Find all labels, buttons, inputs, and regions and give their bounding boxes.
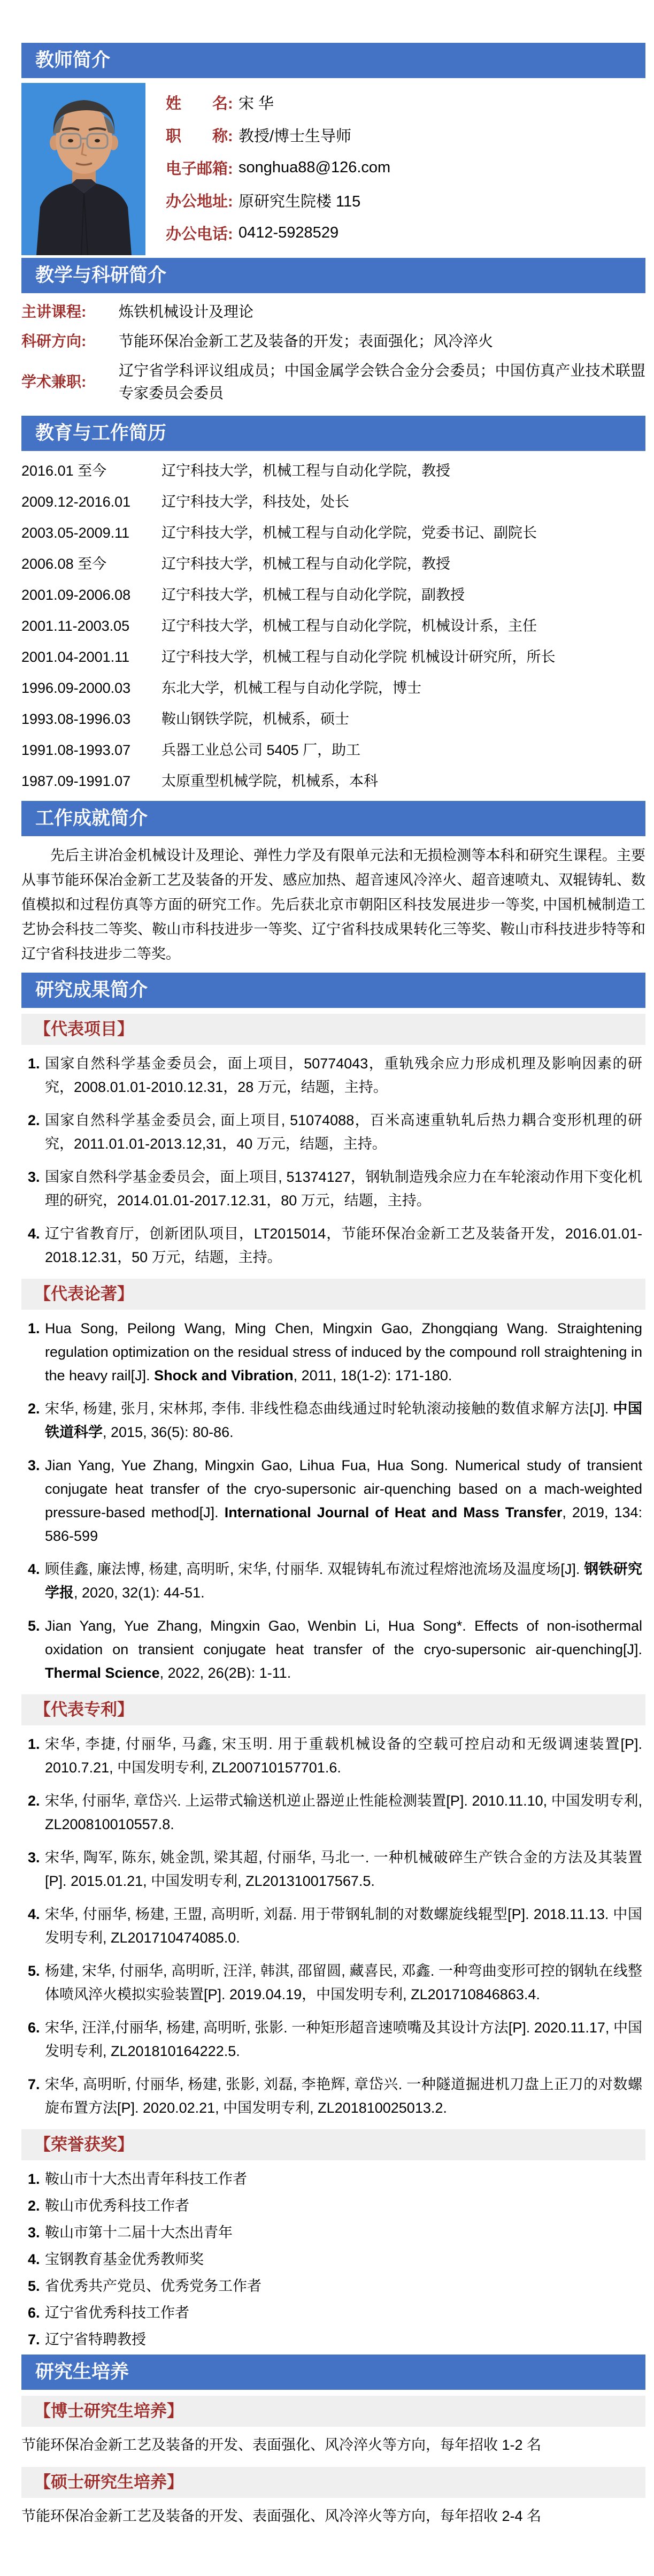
numbered-list	[21, 1725, 645, 2120]
section-header-history: 教育与工作简历	[21, 416, 645, 451]
graduate-direction-text: 节能环保冶金新工艺及装备的开发、表面强化、风冷淬火等方向，每年招收 2-4 名	[21, 2508, 542, 2524]
list-item-text: 宋华, 高明昕, 付丽华, 杨建, 张影, 刘磊, 李艳辉, 章岱兴. 一种隧道掘进机刀盘上正刀的对数螺旋布置方法[P]. 2020.02.21, 中国发明专利, ZL201810025013.2.	[45, 2076, 642, 2116]
achievements-paragraph: 先后主讲冶金机械设计及理论、弹性力学及有限单元法和无损检测等本科和研究生课程。主要从事节能环保冶金新工艺及装备的开发、感应加热、超音速风冷淬火、超音速喷丸、双辊铸轧、数值模拟和过程仿真等方面的研究工作。先后获北京市朝阳区科技发展进步一等奖, 中国机械制造工艺协会科技二等奖、鞍山市科技进步一等奖、辽宁省科技成果转化三等奖、鞍山市科技进步特等和辽宁省科技进步二等奖。	[21, 847, 645, 962]
list-item-text: 国家自然科学基金委员会, 面上项目, 51074088，百米高速重轨轧后热力耦合变形机理的研究，2011.01.01-2013.12,31，40 万元，结题，主持。	[45, 1112, 642, 1152]
history-period: 2009.12-2016.01	[21, 494, 131, 510]
list-item-number: 4.	[28, 2251, 40, 2267]
history-detail: 鞍山钢铁学院，机械系，硕士	[161, 711, 349, 727]
list-item-text: 杨建, 宋华, 付丽华, 高明昕, 汪洋, 韩淇, 邵留圆, 藏喜民, 邓鑫. 一种弯曲变形可控的钢轨在线整体喷风淬火模拟实验装置[P]. 2019.04.19，中国发明专利, ZL201710846863.4.	[45, 1963, 642, 2002]
history-period: 1987.09-1991.07	[21, 773, 131, 789]
list-item-segment: 宋华, 杨建, 张月, 宋林邦, 李伟. 非线性稳态曲线通过时轮轨滚动接触的数值求解方法[J].	[45, 1401, 613, 1417]
history-detail: 辽宁科技大学，机械工程与自动化学院，教授	[161, 556, 450, 572]
field-label: 职 称:	[166, 128, 233, 145]
list-item-number: 5.	[28, 1963, 40, 1979]
graduate-subsections	[21, 2396, 645, 2532]
history-detail: 太原重型机械学院，机械系，本科	[161, 773, 378, 789]
profile-fields	[166, 83, 645, 255]
journal-name: 钢铁研究学报	[45, 1561, 642, 1601]
list-item-number: 5.	[28, 1618, 40, 1634]
subsection-header: 【博士研究生培养】	[21, 2396, 645, 2427]
list-item-segment: , 2015, 36(5): 80-86.	[103, 1424, 234, 1440]
teaching-label: 主讲课程:	[21, 303, 87, 320]
list-item-number: 1.	[28, 2171, 40, 2187]
list-item-segment: Jian Yang, Yue Zhang, Mingxin Gao, Lihua Fua, Hua Song. Numerical study of transient conjugate heat transfer of the cryo-supersonic air-quenching based on a mach-weighted pressure-based method[J].	[45, 1457, 642, 1520]
list-item-text	[45, 1614, 645, 1685]
section-achievements	[21, 801, 645, 973]
list-item	[21, 2221, 645, 2244]
list-item-number: 6.	[28, 2305, 40, 2321]
numbered-list	[21, 1045, 645, 1269]
numbered-list	[21, 2160, 645, 2351]
teaching-value: 辽宁省学科评议组成员；中国金属学会铁合金分会委员；中国仿真产业技术联盟专家委员会委员	[119, 362, 645, 401]
history-row	[21, 522, 645, 545]
list-item-number: 3.	[28, 1457, 40, 1473]
history-row	[21, 460, 645, 483]
list-item	[21, 2194, 645, 2218]
teaching-row	[21, 330, 645, 353]
history-period: 2001.11-2003.05	[21, 618, 130, 634]
history-row	[21, 491, 645, 514]
list-item	[21, 1397, 645, 1444]
list-item-number: 4.	[28, 1906, 40, 1922]
history-row	[21, 708, 645, 731]
list-item	[21, 1109, 645, 1156]
list-item	[21, 2328, 645, 2351]
list-item-number: 4.	[28, 1226, 40, 1242]
history-row	[21, 615, 645, 638]
teaching-value: 节能环保冶金新工艺及装备的开发；表面强化；风冷淬火	[119, 333, 494, 349]
list-item-number: 7.	[28, 2076, 40, 2092]
list-item-text: 宋华, 汪洋,付丽华, 杨建, 高明昕, 张影. 一种矩形超音速喷嘴及其设计方法[P]. 2020.11.17, 中国发明专利, ZL201810164222.5.	[45, 2020, 642, 2059]
list-item-text: 国家自然科学基金委员会，面上项目，50774043，重轨残余应力形成机理及影响因素的研究，2008.01.01-2010.12.31，28 万元，结题，主持。	[45, 1056, 642, 1095]
list-item-segment: , 2022, 26(2B): 1-11.	[159, 1665, 291, 1681]
history-row	[21, 677, 645, 700]
field-label: 电子邮箱:	[166, 160, 233, 178]
list-item	[21, 1732, 645, 1779]
list-item-number: 5.	[28, 2278, 40, 2294]
journal-name: Thermal Science	[45, 1665, 160, 1681]
research-subsections	[21, 1014, 645, 2351]
section-history	[21, 416, 645, 793]
list-item-number: 7.	[28, 2332, 40, 2348]
list-item	[21, 1454, 645, 1548]
history-row	[21, 646, 645, 669]
section-header-achievements: 工作成就简介	[21, 801, 645, 836]
teaching-row	[21, 360, 645, 404]
field-value: 0412-5928529	[238, 224, 339, 241]
list-item-segment: , 2011, 18(1-2): 171-180.	[293, 1367, 452, 1383]
history-detail: 兵器工业总公司 5405 厂，助工	[161, 742, 361, 758]
faculty-photo	[21, 83, 145, 255]
history-period: 2003.05-2009.11	[21, 525, 130, 541]
list-item	[21, 2248, 645, 2271]
list-item-text: 宋华, 付丽华, 章岱兴. 上运带式输送机逆止器逆止性能检测装置[P]. 2010.11.10, 中国发明专利, ZL200810010557.8.	[45, 1793, 642, 1832]
profile-field-row	[166, 184, 645, 217]
field-label: 办公地址:	[166, 193, 233, 210]
section-graduate	[21, 2355, 645, 2532]
field-value: songhua88@126.com	[238, 159, 391, 176]
journal-name: International Journal of Heat and Mass Transfer	[224, 1504, 563, 1520]
history-detail: 辽宁科技大学，机械工程与自动化学院，党委书记、副院长	[161, 525, 537, 541]
history-row	[21, 584, 645, 607]
numbered-list	[21, 1310, 645, 1685]
profile-field-row	[166, 217, 645, 249]
subsection-header: 【荣誉获奖】	[21, 2129, 645, 2160]
list-item-number: 1.	[28, 1056, 40, 1072]
list-item-text	[45, 1454, 645, 1548]
field-label: 姓 名:	[166, 95, 233, 112]
history-period: 1991.08-1993.07	[21, 742, 131, 758]
section-header-teaching: 教学与科研简介	[21, 258, 645, 293]
list-item-number: 4.	[28, 1561, 40, 1577]
list-item	[21, 2073, 645, 2120]
list-item	[21, 2301, 645, 2325]
history-row	[21, 739, 645, 762]
history-detail: 辽宁科技大学，科技处，处长	[161, 494, 349, 510]
list-item	[21, 1846, 645, 1893]
history-detail: 辽宁科技大学，机械工程与自动化学院，机械设计系，主任	[161, 618, 537, 634]
list-item	[21, 1789, 645, 1836]
history-period: 1996.09-2000.03	[21, 680, 131, 696]
subsection-header: 【代表项目】	[21, 1014, 645, 1045]
list-item-text	[45, 1557, 645, 1604]
section-teaching	[21, 258, 645, 416]
list-item	[21, 1052, 645, 1099]
list-item-text	[45, 1397, 645, 1444]
journal-name: 中国铁道科学	[45, 1401, 642, 1440]
history-period: 2001.09-2006.08	[21, 587, 131, 603]
list-item	[21, 2274, 645, 2298]
list-item-segment: Jian Yang, Yue Zhang, Mingxin Gao, Wenbin Li, Hua Song*. Effects of non-isothermal oxidation on transient conjugate heat transfer of the cryo-supersonic air-quenching[J].	[45, 1618, 642, 1657]
history-detail: 辽宁科技大学，机械工程与自动化学院，教授	[161, 463, 450, 479]
list-item	[21, 1959, 645, 2006]
list-item	[21, 1557, 645, 1604]
field-value: 原研究生院楼 115	[238, 193, 361, 210]
list-item-text: 宋华, 陶军, 陈东, 姚金凯, 梁其超, 付丽华, 马北一. 一种机械破碎生产铁合金的方法及其装置[P]. 2015.01.21, 中国发明专利, ZL201310017567.5.	[45, 1849, 642, 1889]
list-item-number: 3.	[28, 1849, 40, 1866]
section-profile	[21, 43, 645, 258]
list-item-text: 宋华, 付丽华, 杨建, 王盟, 高明昕, 刘磊. 用于带钢轧制的对数螺旋线辊型[P]. 2018.11.13. 中国发明专利, ZL201710474085.0.	[45, 1906, 642, 1946]
list-item-text: 省优秀共产党员、优秀党务工作者	[45, 2278, 261, 2294]
profile-body	[21, 78, 645, 258]
list-item-text: 辽宁省教育厅，创新团队项目，LT2015014，节能环保冶金新工艺及装备开发，2016.01.01-2018.12.31，50 万元，结题，主持。	[45, 1226, 642, 1265]
history-period: 2001.04-2001.11	[21, 649, 130, 665]
list-item	[21, 1902, 645, 1950]
list-item-text: 宝钢教育基金优秀教师奖	[45, 2251, 204, 2267]
history-detail: 辽宁科技大学，机械工程与自动化学院，副教授	[161, 587, 465, 603]
history-period: 2006.08 至今	[21, 556, 107, 572]
teaching-rows	[21, 293, 645, 416]
journal-name: Shock and Vibration	[154, 1367, 294, 1383]
list-item-text: 鞍山市优秀科技工作者	[45, 2198, 189, 2214]
field-value: 宋 华	[238, 95, 274, 112]
graduate-direction-text: 节能环保冶金新工艺及装备的开发、表面强化、风冷淬火等方向，每年招收 1-2 名	[21, 2437, 542, 2453]
list-item-number: 2.	[28, 2198, 40, 2214]
list-item-number: 6.	[28, 2020, 40, 2036]
list-item-segment: , 2020, 32(1): 44-51.	[74, 1585, 205, 1601]
list-item-number: 2.	[28, 1401, 40, 1417]
list-item-segment: , 2019, 134: 586-599	[45, 1504, 643, 1544]
list-item	[21, 1222, 645, 1269]
list-item-number: 1.	[28, 1736, 40, 1752]
list-item-text	[45, 1317, 645, 1387]
history-period: 2016.01 至今	[21, 463, 107, 479]
list-item	[21, 1317, 645, 1387]
list-item-number: 1.	[28, 1320, 40, 1336]
list-item	[21, 1614, 645, 1685]
list-item-text: 宋华, 李捷, 付丽华, 马鑫, 宋玉明. 用于重载机械设备的空载可控启动和无级调速装置[P]. 2010.7.21, 中国发明专利, ZL200710157701.6.	[45, 1736, 642, 1776]
history-row	[21, 770, 645, 793]
history-period: 1993.08-1996.03	[21, 711, 131, 727]
list-item	[21, 2167, 645, 2191]
subsection-header: 【代表专利】	[21, 1694, 645, 1725]
profile-field-row	[166, 86, 645, 119]
teaching-value: 炼铁机械设计及理论	[119, 303, 254, 320]
list-item-segment: 顾佳鑫, 廉法博, 杨建, 高明昕, 宋华, 付丽华. 双辊铸轧布流过程熔池流场及温度场[J].	[45, 1561, 584, 1577]
history-rows	[21, 451, 645, 793]
list-item-text: 鞍山市十大杰出青年科技工作者	[45, 2171, 247, 2187]
profile-field-row	[166, 119, 645, 151]
list-item-number: 2.	[28, 1793, 40, 1809]
section-header-profile: 教师简介	[21, 43, 645, 78]
history-row	[21, 553, 645, 576]
list-item-text: 辽宁省特聘教授	[45, 2332, 146, 2348]
list-item-segment: Hua Song, Peilong Wang, Ming Chen, Mingxin Gao, Zhongqiang Wang. Straightening regulation optimization on the residual stress of induced by the compound roll straightening in the heavy rail[J].	[45, 1320, 642, 1383]
portrait-illustration	[21, 83, 145, 255]
list-item-text: 辽宁省优秀科技工作者	[45, 2305, 189, 2321]
list-item-number: 2.	[28, 1112, 40, 1128]
list-item-number: 3.	[28, 2225, 40, 2241]
field-value: 教授/博士生导师	[238, 128, 352, 145]
teaching-row	[21, 301, 645, 323]
section-header-research: 研究成果简介	[21, 973, 645, 1008]
teaching-label: 科研方向:	[21, 333, 87, 349]
teaching-label: 学术兼职:	[21, 373, 87, 390]
subsection-header: 【硕士研究生培养】	[21, 2467, 645, 2498]
list-item-text: 鞍山市第十二届十大杰出青年	[45, 2225, 233, 2241]
history-detail: 辽宁科技大学，机械工程与自动化学院 机械设计研究所，所长	[161, 649, 556, 665]
list-item-text: 国家自然科学基金委员会，面上项目, 51374127，钢轨制造残余应力在车轮滚动作用下变化机理的研究，2014.01.01-2017.12.31，80 万元，结题，主持。	[45, 1169, 642, 1209]
list-item	[21, 1165, 645, 1212]
history-detail: 东北大学，机械工程与自动化学院，博士	[161, 680, 421, 696]
section-research	[21, 973, 645, 2351]
list-item	[21, 2016, 645, 2063]
field-label: 办公电话:	[166, 226, 233, 243]
section-header-graduate: 研究生培养	[21, 2355, 645, 2390]
subsection-header: 【代表论著】	[21, 1279, 645, 1310]
profile-field-row	[166, 151, 645, 184]
list-item-number: 3.	[28, 1169, 40, 1185]
